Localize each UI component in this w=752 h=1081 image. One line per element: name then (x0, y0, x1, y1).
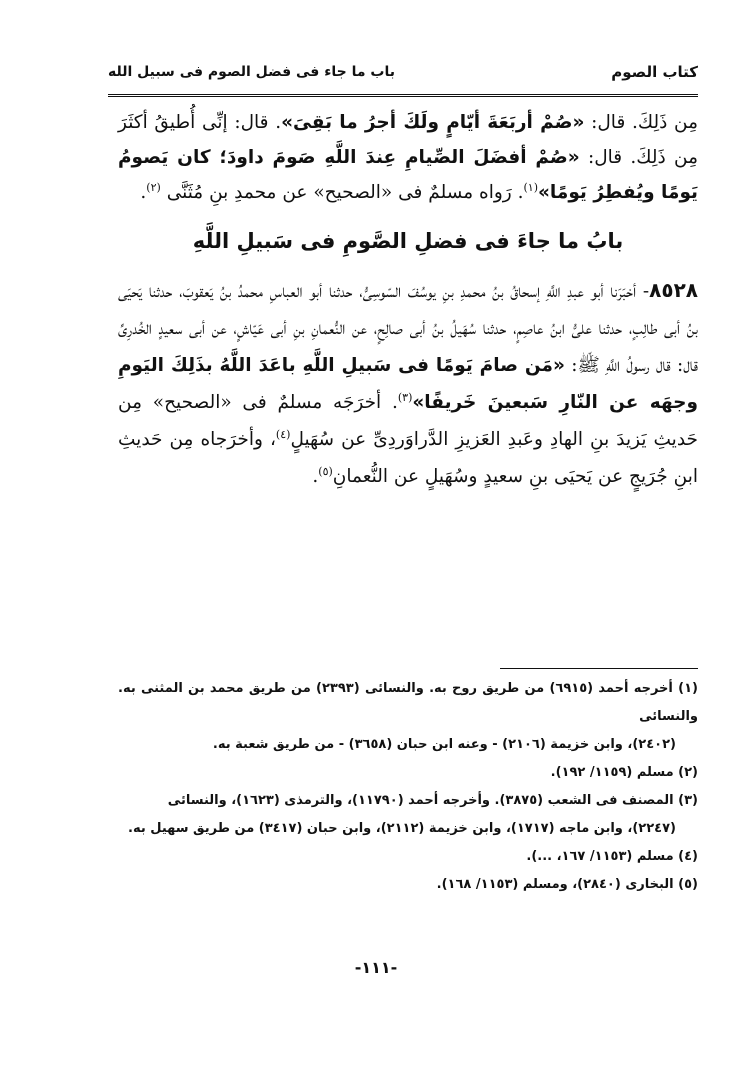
footnote-2 (118, 759, 698, 787)
intro-text-1b: . قال: إنِّى أُطيقُ أكثَرَ مِن ذَلِكَ. قال: (118, 112, 699, 168)
hadith-text-1: - أخبَرَنا أبو عبدِ اللَّهِ إسحاقُ بنُ محمدِ بنِ يوسُفَ السّوسِىُّ، حدثنا أبو العباسِ محمدُ بنُ يَعقوبَ، حدثنا يَحيَى بنُ أبى طالِبٍ، حدثنا علىُّ ابنُ عاصِمٍ، حدثنا سُهَيلُ بنُ أبى صالِحٍ، عن النُّعمانِ بنِ أبى عَيّاشٍ، عن أبى سعيدٍ الخُدرِىِّ قال: قال رسولُ اللَّهِ ﷺ: (118, 281, 698, 376)
hadith-text-2: . أخرَجَه مسلمٌ فى «الصحيح» مِن حَديثِ يَزيدَ بنِ الهادِ وعَبدِ العَزيزِ الدَّراوَردِىِّ عن سُهَيلٍ (118, 392, 698, 450)
hadith-number: ٨٥٢٨ (649, 278, 698, 302)
footnote-5 (118, 871, 698, 899)
footnote-3 (118, 787, 698, 843)
intro-paragraph (118, 105, 698, 210)
header-rule (108, 94, 698, 97)
main-text (118, 105, 698, 495)
footnote-4 (118, 843, 698, 871)
section-heading: بابُ ما جاءَ فى فضلِ الصَّومِ فى سَبيلِ اللَّهِ (192, 229, 624, 253)
footnote-1 (118, 675, 698, 759)
chapter-name: باب ما جاء فى فضل الصوم فى سبيل الله (108, 64, 395, 80)
footnote-text: (٣) المصنف فى الشعب (٣٨٧٥). وأخرجه أحمد (١١٧٩٠)، والترمذى (١٦٢٣)، والنسائى (167, 793, 698, 808)
footnote-text: (٤) مسلم (١١٥٣/ ١٦٧، ...). (526, 849, 698, 864)
footnote-ref-5: (٥) (318, 464, 333, 478)
footnote-text: (٥) البخارى (٢٨٤٠)، ومسلم (١١٥٣/ ١٦٨). (436, 877, 698, 892)
intro-text-1: مِن ذَلِكَ. قال: (584, 112, 698, 133)
footnote-continuation: (٢٤٠٢)، وابن خزيمة (٢١٠٦) - وعنه ابن حبان (٣٦٥٨) - من طريق شعبة به. (212, 737, 676, 752)
footnote-ref-1: (١) (523, 180, 538, 194)
hadith-quote: «مَن صامَ يَومًا فى سَبيلِ اللَّهِ باعَدَ اللَّهُ بذَلِكَ اليَومِ وجهَه عن النّارِ سَبعينَ خَريفًا» (118, 355, 699, 413)
page-number: -١١١- (354, 958, 398, 977)
footnote-ref-2: (٢) (146, 180, 161, 194)
footnote-continuation: (٢٢٤٧)، وابن ماجه (١٧١٧)، وابن خزيمة (٢١١٢)، وابن حبان (٣٤١٧) من طريق سهيل به. (128, 821, 676, 836)
hadith-text-3: ، وأخرَجاه مِن حَديثِ ابنِ جُرَيجٍ عن يَحيَى بنِ سعيدٍ وسُهَيلٍ عن النُّعمانِ (118, 429, 698, 487)
footnotes (118, 675, 698, 899)
intro-quote-2: «صُمْ أفضَلَ الصِّيامِ عِندَ اللَّهِ صَومَ داودَ؛ كان يَصومُ يَومًا ويُفطِرُ يَومًا» (118, 147, 698, 203)
book-title: كتاب الصوم (611, 63, 698, 81)
footnote-ref-3: (٣) (397, 390, 413, 404)
footnote-text: (١) أخرجه أحمد (٦٩١٥) من طريق روح به. والنسائى (٢٣٩٣) من طريق محمد بن المثنى به. والنسائى (118, 681, 698, 724)
intro-text-2: . رَواه مسلمٌ فى «الصحيح» عن محمدِ بنِ مُثَنَّى (160, 182, 524, 203)
footnote-text: (٢) مسلم (١١٥٩/ ١٩٢). (550, 765, 698, 780)
hadith-8528 (118, 272, 698, 495)
intro-quote-1: «صُمْ أربَعَةَ أيّامٍ ولَكَ أجرُ ما بَقِىَ» (281, 112, 585, 133)
running-header (108, 52, 698, 92)
intro-end: . (140, 182, 147, 203)
footnote-ref-4: (٤) (275, 427, 291, 441)
hadith-end: . (312, 466, 319, 487)
footnote-separator (500, 668, 698, 669)
